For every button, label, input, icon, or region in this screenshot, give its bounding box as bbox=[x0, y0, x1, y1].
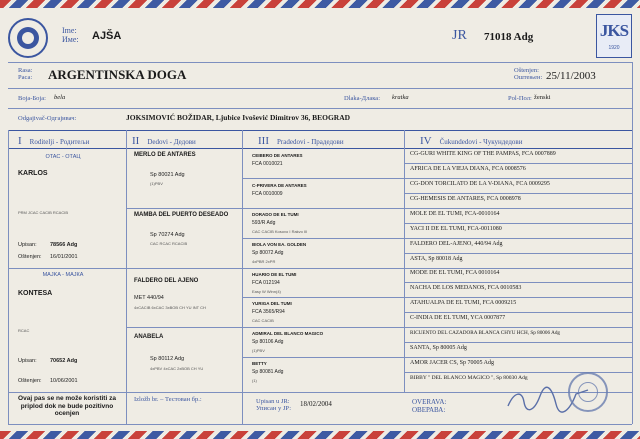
gen4-entry: AFRICA DE LA VIEJA DIANA, FCA 0008576 bbox=[410, 166, 526, 172]
sex-label: Pol-Пол: bbox=[508, 95, 532, 102]
dam-name: KONTESA bbox=[18, 290, 53, 297]
hair-value: kratka bbox=[392, 94, 409, 101]
gen4-entry: YACI II DE EL TUMI, FCA-0011080 bbox=[410, 226, 502, 232]
breed-label: Rasa: Раса: bbox=[18, 67, 33, 81]
column-head-great-grandparents: III Pradedovi - Прадедови bbox=[258, 135, 344, 147]
dam-heading: MAJKA - МАЈКА bbox=[42, 272, 84, 278]
dam-born: 10/06/2001 bbox=[50, 378, 78, 384]
jks-logo-icon: JKS 1920 bbox=[596, 14, 632, 58]
sire-born-label: Oštenjen: bbox=[18, 254, 42, 260]
born-value: 25/11/2003 bbox=[546, 70, 596, 82]
dam-upisan-label: Upisan: bbox=[18, 358, 37, 364]
column-head-parents: I Roditelji - Родитељи bbox=[18, 135, 90, 147]
dam-born-label: Oštenjen: bbox=[18, 378, 42, 384]
entered-date: 18/02/2004 bbox=[300, 400, 332, 408]
sire-heading: OTAC - ОТАЦ bbox=[45, 154, 81, 160]
gen4-entry: ASTA, Sp 80018 Adg bbox=[410, 256, 463, 262]
dam-titles: RCAC bbox=[18, 328, 30, 333]
sex-value: ženski bbox=[534, 94, 551, 101]
sire-born: 16/01/2001 bbox=[50, 254, 78, 260]
name-label: Ime: Име: bbox=[62, 26, 79, 44]
dam-reg: 70652 Adg bbox=[50, 358, 78, 364]
fci-seal-icon bbox=[8, 18, 48, 58]
pedigree-certificate: Ime: Име: AJŠA JR 71018 Adg JKS 1920 Rasa: Раса: ARGENTINSKA DOGA Oštenjen: Оштењен: 25/11/2003 Boja-Боја: bela Dlaka-Длака: kratka Pol-Пол: ženski Odgajivač-Одгајивач: JOKSIMOVIĆ BOŽIDAR, Ljubice Ivošević Dimitrov 36, BEOGRAD I Roditelji - Родитељи II Dedovi - Дедови III Pradedovi - Прадедови IV Čukundedovi - Чукундедови OTAC - ОТАЦ KARLOS PRM JCAC CACIB RCACIB Upisan: 78566 Adg Oštenjen: 16/01/2001 MAJKA - МАЈКА KONTESA RCAC Upisan: 70652 Adg Oštenjen: 10/06/2001 MERLO DE ANTARES Sp 80021 Adg (1)PBV MAMBA DEL PUERTO DESEADO Sp 70274 Adg CAC RCAC RCACIB FALDERO DEL AJENO MET 440/94 4xCACIB 6xCAC 3xBOB CH YU INT CH ANABELA Sp 80112 Adg 4xPBV 4xCAC 2xBOB CH YU CEIBERO DE ANTARES FCA 0010021 C-PRIVERA DE ANTARES FCA 0010009 DORADO DE EL TUMI 593/R Adg CAC CACIB Kosovo I Rakvo III BIOLA VON EA. GOLDEN Sp 80072 Adg 4xPBR 2xPR HUARIO DE EL TUMI FCA 012194 Easy W Winn(4) YURIGA DEL TUMI FCA 3565/R94 CAC CACIB ADMIRAL DEL BLANCO MAGICO Sp 80106 Adg (1)PBV BETTY Sp 80081 Adg (1) CG-GURI WHITE KING OF THE PAMPAS, FCA 0007889 AFRICA DE LA VIEJA DIANA, FCA 0008576 CG-DON TORCILATO DE LA V-DIANA, FCA 0009295 CG-HEMESIS DE ANTARES, FCA 0008978 MOLE DE EL TUMI, FCA-0010164 YACI II DE EL TUMI, FCA-0011080 FALDERO DEL-AJENO, 440/94 Adg ASTA, Sp 80018 Adg MODE DE EL TUMI, FCA 0010164 NACHA DE LOS MEDANOS, FCA 0010583 ATAHUALPA DE EL TUMI, FCA 0009215 C-INDIA DE EL TUMI, YCA 0007877 RICUENTO DEL CAZADORA BLANCA CHYU HCH, Sp 80006 Adg SANTA, Sp 80005 Adg AMOR JACER CS, Sp 70005 Adg BIBBY " DEL BLANCO MAGICO ", Sp 80030 Adg Ovaj pas se ne može koristiti za priplod dok ne bude pozitivno ocenjen Izložb br. – Тестован бр.: Upisan u JR: Уписан у ЈР: 18/02/2004 OVERAVA: ОВЕРАВА: bbox=[0, 0, 640, 439]
breeding-notice: Ovaj pas se ne može koristiti za priplod dok ne bude pozitivno ocenjen bbox=[18, 395, 116, 417]
breeder-label: Odgajivač-Одгајивач: bbox=[18, 115, 77, 122]
test-label: Izložb br. – Тестован бр.: bbox=[134, 396, 202, 403]
flag-border-top bbox=[0, 0, 640, 8]
gen4-entry: SANTA, Sp 80005 Adg bbox=[410, 345, 467, 351]
gen4-entry: BIBBY " DEL BLANCO MAGICO ", Sp 80030 Adg bbox=[410, 375, 528, 381]
gen4-entry: CG-GURI WHITE KING OF THE PAMPAS, FCA 0007889 bbox=[410, 151, 556, 157]
gen4-entry: MOLE DE EL TUMI, FCA-0010164 bbox=[410, 211, 500, 217]
hair-label: Dlaka-Длака: bbox=[344, 95, 380, 102]
color-value: bela bbox=[54, 94, 66, 101]
born-label: Oštenjen: Оштењен: bbox=[514, 67, 543, 81]
gen4-entry: CG-HEMESIS DE ANTARES, FCA 0008978 bbox=[410, 196, 521, 202]
color-label: Boja-Боја: bbox=[18, 95, 46, 102]
gen4-entry: AMOR JACER CS, Sp 70005 Adg bbox=[410, 360, 495, 366]
breed-value: ARGENTINSKA DOGA bbox=[48, 67, 187, 82]
column-head-grandparents: II Dedovi - Дедови bbox=[132, 135, 196, 147]
gen4-entry: C-INDIA DE EL TUMI, YCA 0007877 bbox=[410, 315, 506, 321]
column-head-gen4: IV Čukundedovi - Чукундедови bbox=[420, 135, 523, 147]
verified-label: OVERAVA: ОВЕРАВА: bbox=[412, 398, 447, 414]
flag-border-bottom bbox=[0, 431, 640, 439]
breeder-value: JOKSIMOVIĆ BOŽIDAR, Ljubice Ivošević Dimitrov 36, BEOGRAD bbox=[126, 113, 351, 122]
sire-titles: PRM JCAC CACIB RCACIB bbox=[18, 210, 69, 215]
stamp-icon bbox=[568, 372, 608, 412]
gen4-entry: RICUENTO DEL CAZADORA BLANCA CHYU HCH, Sp 80006 Adg bbox=[410, 330, 561, 336]
sire-name: KARLOS bbox=[18, 170, 48, 177]
gen4-entry: ATAHUALPA DE EL TUMI, FCA 0009215 bbox=[410, 300, 517, 306]
entered-label: Upisan u JR: Уписан у ЈР: bbox=[256, 398, 292, 412]
dog-name: AJŠA bbox=[92, 30, 122, 42]
gen4-entry: CG-DON TORCILATO DE LA V-DIANA, FCA 0009295 bbox=[410, 181, 550, 187]
reg-number: 71018 Adg bbox=[484, 31, 534, 43]
gen4-entry: FALDERO DEL-AJENO, 440/94 Adg bbox=[410, 241, 503, 247]
gen4-entry: NACHA DE LOS MEDANOS, FCA 0010583 bbox=[410, 285, 522, 291]
sire-upisan-label: Upisan: bbox=[18, 242, 37, 248]
gen4-entry: MODE DE EL TUMI, FCA 0010164 bbox=[410, 270, 500, 276]
sire-reg: 78566 Adg bbox=[50, 242, 78, 248]
reg-prefix: JR bbox=[452, 28, 467, 43]
